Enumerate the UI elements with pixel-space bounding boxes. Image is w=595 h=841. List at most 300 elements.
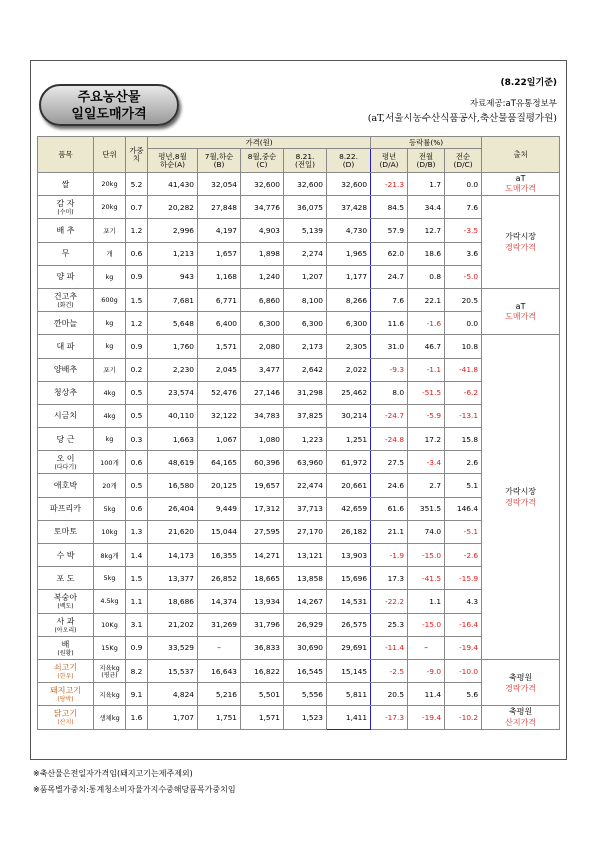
value-cell-d: 15,145 xyxy=(327,659,371,682)
value-cell-dc: -41.8 xyxy=(445,358,482,381)
value-cell-a: 2,996 xyxy=(148,219,198,242)
value-cell-c: 27,146 xyxy=(241,381,284,404)
value-cell-da: -22.2 xyxy=(371,590,408,613)
value-cell-db: 18.6 xyxy=(408,242,445,265)
value-cell-c: 18,665 xyxy=(241,567,284,590)
value-cell-d: 1,251 xyxy=(327,428,371,451)
value-cell-b: 1,168 xyxy=(198,265,241,288)
weight-cell: 1.2 xyxy=(126,219,148,242)
value-cell-d: 5,811 xyxy=(327,683,371,706)
value-cell-c: 31,796 xyxy=(241,613,284,636)
table-row xyxy=(38,544,560,567)
value-cell-a: 33,529 xyxy=(148,636,198,659)
value-cell-c: 6,860 xyxy=(241,288,284,311)
value-cell-da: 17.3 xyxy=(371,567,408,590)
weight-cell: 1.3 xyxy=(126,520,148,543)
value-cell-p: 2,274 xyxy=(284,242,327,265)
item-cell: 쇠고기 (한우) xyxy=(38,659,94,682)
value-cell-p: 31,298 xyxy=(284,381,327,404)
value-cell-c: 34,776 xyxy=(241,196,284,219)
value-cell-db: 351.5 xyxy=(408,497,445,520)
value-cell-d: 1,177 xyxy=(327,265,371,288)
table-row xyxy=(38,706,560,729)
value-cell-db: 34.4 xyxy=(408,196,445,219)
data-source-line1: 자료제공:aT유통정보부 xyxy=(469,99,557,109)
col-da: 평년 (D/A) xyxy=(371,149,408,173)
item-cell: 무 xyxy=(38,242,94,265)
value-cell-d: 1,965 xyxy=(327,242,371,265)
value-cell-b: 16,355 xyxy=(198,544,241,567)
value-cell-b: 1,657 xyxy=(198,242,241,265)
value-cell-p: 5,139 xyxy=(284,219,327,242)
value-cell-p: 37,825 xyxy=(284,404,327,427)
item-cell: 감 자 (수미) xyxy=(38,196,94,219)
value-cell-dc: 5.6 xyxy=(445,683,482,706)
value-cell-db: -3.4 xyxy=(408,451,445,474)
value-cell-a: 26,404 xyxy=(148,497,198,520)
value-cell-c: 1,240 xyxy=(241,265,284,288)
value-cell-d: 2,022 xyxy=(327,358,371,381)
value-cell-a: 7,681 xyxy=(148,288,198,311)
item-cell: 배 (원황) xyxy=(38,636,94,659)
item-cell: 닭고기 (산지) xyxy=(38,706,94,729)
value-cell-b: 15,044 xyxy=(198,520,241,543)
item-cell: 포 도 xyxy=(38,567,94,590)
value-cell-a: 2,230 xyxy=(148,358,198,381)
value-cell-db: 22.1 xyxy=(408,288,445,311)
value-cell-dc: 10.8 xyxy=(445,335,482,358)
value-cell-a: 1,663 xyxy=(148,428,198,451)
source-cell: 축평원 산지가격 xyxy=(482,706,560,729)
value-cell-da: 25.3 xyxy=(371,613,408,636)
value-cell-d: 14,531 xyxy=(327,590,371,613)
value-cell-dc: -19.4 xyxy=(445,636,482,659)
col-price-group: 가격(원) xyxy=(148,137,371,149)
col-a: 평년,8월 하순(A) xyxy=(148,149,198,173)
value-cell-da: -17.3 xyxy=(371,706,408,729)
unit-cell: 개 xyxy=(94,242,126,265)
weight-cell: 1.2 xyxy=(126,312,148,335)
item-cell: 복숭아 (백도) xyxy=(38,590,94,613)
title-line2: 일일도매가격 xyxy=(71,107,147,122)
value-cell-b: 32,122 xyxy=(198,404,241,427)
value-cell-d: 26,575 xyxy=(327,613,371,636)
unit-cell: 20kg xyxy=(94,196,126,219)
weight-cell: 0.9 xyxy=(126,265,148,288)
table-row xyxy=(38,219,560,242)
unit-cell: 지육kg (평균) xyxy=(94,659,126,682)
weight-cell: 0.6 xyxy=(126,451,148,474)
value-cell-a: 1,213 xyxy=(148,242,198,265)
table-row xyxy=(38,613,560,636)
value-cell-db: -5.9 xyxy=(408,404,445,427)
source-cell: aT 도매가격 xyxy=(482,288,560,334)
weight-cell: 0.3 xyxy=(126,428,148,451)
weight-cell: 0.6 xyxy=(126,497,148,520)
weight-cell: 1.6 xyxy=(126,706,148,729)
value-cell-d: 15,696 xyxy=(327,567,371,590)
value-cell-da: 84.5 xyxy=(371,196,408,219)
source-cell: 가락시장 경락가격 xyxy=(482,335,560,660)
value-cell-b: 31,269 xyxy=(198,613,241,636)
weight-cell: 1.4 xyxy=(126,544,148,567)
value-cell-a: 943 xyxy=(148,265,198,288)
value-cell-a: 20,282 xyxy=(148,196,198,219)
table-row xyxy=(38,636,560,659)
value-cell-da: 31.0 xyxy=(371,335,408,358)
value-cell-db: -15.0 xyxy=(408,613,445,636)
value-cell-b: 26,852 xyxy=(198,567,241,590)
value-cell-b: 4,197 xyxy=(198,219,241,242)
table-row xyxy=(38,567,560,590)
title-line1: 주요농산물 xyxy=(77,90,141,105)
value-cell-d: 13,903 xyxy=(327,544,371,567)
title-badge xyxy=(39,84,179,126)
value-cell-d: 1,411 xyxy=(327,706,371,729)
value-cell-da: -1.9 xyxy=(371,544,408,567)
price-table xyxy=(37,136,560,730)
value-cell-c: 16,822 xyxy=(241,659,284,682)
col-dc: 전순 (D/C) xyxy=(445,149,482,173)
value-cell-c: 27,595 xyxy=(241,520,284,543)
value-cell-db: -9.0 xyxy=(408,659,445,682)
value-cell-a: 40,110 xyxy=(148,404,198,427)
value-cell-a: 4,824 xyxy=(148,683,198,706)
unit-cell: 20kg xyxy=(94,173,126,196)
value-cell-db: 46.7 xyxy=(408,335,445,358)
value-cell-d: 32,600 xyxy=(327,173,371,196)
value-cell-dc: 4.3 xyxy=(445,590,482,613)
value-cell-c: 17,312 xyxy=(241,497,284,520)
unit-cell: 포기 xyxy=(94,358,126,381)
value-cell-d: 26,182 xyxy=(327,520,371,543)
value-cell-dc: -2.6 xyxy=(445,544,482,567)
table-row xyxy=(38,659,560,682)
item-cell: 청상추 xyxy=(38,381,94,404)
value-cell-dc: -6.2 xyxy=(445,381,482,404)
value-cell-p: 37,713 xyxy=(284,497,327,520)
value-cell-a: 1,707 xyxy=(148,706,198,729)
unit-cell: 생체kg xyxy=(94,706,126,729)
footnote-1: ※축산물은전일자가격임(돼지고기는제주제외) xyxy=(33,769,193,778)
item-cell: 수 박 xyxy=(38,544,94,567)
value-cell-dc: -10.0 xyxy=(445,659,482,682)
col-weight: 가중치 xyxy=(126,137,148,173)
weight-cell: 1.1 xyxy=(126,590,148,613)
value-cell-d: 6,300 xyxy=(327,312,371,335)
value-cell-d: 25,462 xyxy=(327,381,371,404)
value-cell-d: 61,972 xyxy=(327,451,371,474)
col-source: 출처 xyxy=(482,137,560,173)
table-row xyxy=(38,173,560,196)
value-cell-b: 64,165 xyxy=(198,451,241,474)
item-cell: 애호박 xyxy=(38,474,94,497)
value-cell-c: 1,898 xyxy=(241,242,284,265)
value-cell-p: 32,600 xyxy=(284,173,327,196)
value-cell-c: 60,396 xyxy=(241,451,284,474)
value-cell-d: 4,730 xyxy=(327,219,371,242)
value-cell-dc: -13.1 xyxy=(445,404,482,427)
value-cell-da: -2.5 xyxy=(371,659,408,682)
col-item: 품목 xyxy=(38,137,94,173)
value-cell-b: 27,848 xyxy=(198,196,241,219)
table-row xyxy=(38,265,560,288)
value-cell-p: 2,642 xyxy=(284,358,327,381)
unit-cell: kg xyxy=(94,335,126,358)
value-cell-p: 22,474 xyxy=(284,474,327,497)
unit-cell: 10kg xyxy=(94,520,126,543)
value-cell-dc: 5.1 xyxy=(445,474,482,497)
col-b: 7월,하순 (B) xyxy=(198,149,241,173)
unit-cell: 4kg xyxy=(94,381,126,404)
weight-cell: 5.2 xyxy=(126,173,148,196)
unit-cell: 8kg개 xyxy=(94,544,126,567)
item-cell: 배 추 xyxy=(38,219,94,242)
source-cell: 가락시장 경락가격 xyxy=(482,196,560,289)
value-cell-p: 6,300 xyxy=(284,312,327,335)
value-cell-a: 18,686 xyxy=(148,590,198,613)
value-cell-c: 1,571 xyxy=(241,706,284,729)
unit-cell: 5kg xyxy=(94,497,126,520)
unit-cell: 5kg xyxy=(94,567,126,590)
weight-cell: 1.5 xyxy=(126,567,148,590)
item-cell: 양배추 xyxy=(38,358,94,381)
unit-cell: 15Kg xyxy=(94,636,126,659)
value-cell-p: 2,173 xyxy=(284,335,327,358)
table-row xyxy=(38,288,560,311)
unit-cell: 100개 xyxy=(94,451,126,474)
table-row xyxy=(38,312,560,335)
value-cell-dc: -5.1 xyxy=(445,520,482,543)
table-row xyxy=(38,590,560,613)
footnote-2: ※품목별가중치:통계청소비자물가지수중해당품목가중치임 xyxy=(33,785,236,794)
value-cell-db: 17.2 xyxy=(408,428,445,451)
unit-cell: kg xyxy=(94,428,126,451)
weight-cell: 1.5 xyxy=(126,288,148,311)
value-cell-db: 11.4 xyxy=(408,683,445,706)
value-cell-c: 1,080 xyxy=(241,428,284,451)
value-cell-a: 48,619 xyxy=(148,451,198,474)
unit-cell: 4.5kg xyxy=(94,590,126,613)
table-row xyxy=(38,428,560,451)
value-cell-db: 74.0 xyxy=(408,520,445,543)
value-cell-da: 27.5 xyxy=(371,451,408,474)
value-cell-b: 5,216 xyxy=(198,683,241,706)
value-cell-dc: 0.0 xyxy=(445,312,482,335)
item-cell: 대 파 xyxy=(38,335,94,358)
value-cell-b: 16,643 xyxy=(198,659,241,682)
value-cell-a: 14,173 xyxy=(148,544,198,567)
item-cell: 쌀 xyxy=(38,173,94,196)
value-cell-db: -15.0 xyxy=(408,544,445,567)
item-cell: 당 근 xyxy=(38,428,94,451)
value-cell-b: 20,125 xyxy=(198,474,241,497)
value-cell-c: 32,600 xyxy=(241,173,284,196)
value-cell-a: 41,430 xyxy=(148,173,198,196)
col-d: 8.22. (D) xyxy=(327,149,371,173)
value-cell-dc: 15.8 xyxy=(445,428,482,451)
unit-cell: 포기 xyxy=(94,219,126,242)
weight-cell: 0.9 xyxy=(126,335,148,358)
weight-cell: 8.2 xyxy=(126,659,148,682)
value-cell-d: 20,661 xyxy=(327,474,371,497)
weight-cell: 0.5 xyxy=(126,381,148,404)
value-cell-dc: -5.0 xyxy=(445,265,482,288)
value-cell-c: 2,080 xyxy=(241,335,284,358)
weight-cell: 0.5 xyxy=(126,474,148,497)
table-row xyxy=(38,196,560,219)
value-cell-dc: 146.4 xyxy=(445,497,482,520)
item-cell: 시금치 xyxy=(38,404,94,427)
unit-cell: 20개 xyxy=(94,474,126,497)
value-cell-da: 11.6 xyxy=(371,312,408,335)
table-row xyxy=(38,404,560,427)
value-cell-c: 34,783 xyxy=(241,404,284,427)
value-cell-c: 14,271 xyxy=(241,544,284,567)
value-cell-c: 3,477 xyxy=(241,358,284,381)
weight-cell: 3.1 xyxy=(126,613,148,636)
value-cell-a: 15,537 xyxy=(148,659,198,682)
unit-cell: 10Kg xyxy=(94,613,126,636)
table-row xyxy=(38,358,560,381)
value-cell-dc: 7.6 xyxy=(445,196,482,219)
value-cell-b: 9,449 xyxy=(198,497,241,520)
value-cell-db: -19.4 xyxy=(408,706,445,729)
data-source-line2: (aT,서울시농수산식품공사,축산물품질평가원) xyxy=(367,113,557,124)
col-unit: 단위 xyxy=(94,137,126,173)
source-cell: 축평원 경락가격 xyxy=(482,659,560,705)
value-cell-da: 61.6 xyxy=(371,497,408,520)
value-cell-p: 1,207 xyxy=(284,265,327,288)
value-cell-p: 13,858 xyxy=(284,567,327,590)
value-cell-b: 32,054 xyxy=(198,173,241,196)
value-cell-dc: -3.5 xyxy=(445,219,482,242)
value-cell-c: 36,833 xyxy=(241,636,284,659)
table-row xyxy=(38,451,560,474)
value-cell-d: 2,305 xyxy=(327,335,371,358)
value-cell-b: 1,571 xyxy=(198,335,241,358)
value-cell-db: 0.8 xyxy=(408,265,445,288)
value-cell-da: 8.0 xyxy=(371,381,408,404)
col-rate-group: 등락률(%) xyxy=(371,137,482,149)
value-cell-a: 21,202 xyxy=(148,613,198,636)
unit-cell: 600g xyxy=(94,288,126,311)
value-cell-da: 24.7 xyxy=(371,265,408,288)
value-cell-dc: 3.6 xyxy=(445,242,482,265)
value-cell-d: 30,214 xyxy=(327,404,371,427)
value-cell-da: 21.1 xyxy=(371,520,408,543)
value-cell-da: -24.8 xyxy=(371,428,408,451)
value-cell-c: 5,501 xyxy=(241,683,284,706)
table-row xyxy=(38,497,560,520)
unit-cell: kg xyxy=(94,265,126,288)
weight-cell: 9.1 xyxy=(126,683,148,706)
value-cell-db: -1.1 xyxy=(408,358,445,381)
value-cell-db: 1.7 xyxy=(408,173,445,196)
value-cell-db: 2.7 xyxy=(408,474,445,497)
value-cell-da: 62.0 xyxy=(371,242,408,265)
value-cell-b: 14,374 xyxy=(198,590,241,613)
value-cell-db: – xyxy=(408,636,445,659)
item-cell: 깐마늘 xyxy=(38,312,94,335)
item-cell: 양 파 xyxy=(38,265,94,288)
weight-cell: 0.7 xyxy=(126,196,148,219)
value-cell-dc: 20.5 xyxy=(445,288,482,311)
item-cell: 오 이 (다다기) xyxy=(38,451,94,474)
value-cell-p: 30,690 xyxy=(284,636,327,659)
table-row xyxy=(38,242,560,265)
weight-cell: 0.9 xyxy=(126,636,148,659)
weight-cell: 0.5 xyxy=(126,404,148,427)
value-cell-p: 1,223 xyxy=(284,428,327,451)
value-cell-b: 1,067 xyxy=(198,428,241,451)
value-cell-p: 8,100 xyxy=(284,288,327,311)
value-cell-p: 5,556 xyxy=(284,683,327,706)
value-cell-a: 5,648 xyxy=(148,312,198,335)
value-cell-dc: -16.4 xyxy=(445,613,482,636)
value-cell-dc: -10.2 xyxy=(445,706,482,729)
value-cell-da: 57.9 xyxy=(371,219,408,242)
source-cell: aT 도매가격 xyxy=(482,173,560,196)
weight-cell: 0.2 xyxy=(126,358,148,381)
value-cell-a: 21,620 xyxy=(148,520,198,543)
item-cell: 건고추 (화건) xyxy=(38,288,94,311)
value-cell-b: 6,400 xyxy=(198,312,241,335)
value-cell-da: 24.6 xyxy=(371,474,408,497)
value-cell-c: 19,657 xyxy=(241,474,284,497)
value-cell-a: 13,377 xyxy=(148,567,198,590)
value-cell-dc: 2.6 xyxy=(445,451,482,474)
weight-cell: 0.6 xyxy=(126,242,148,265)
value-cell-a: 1,760 xyxy=(148,335,198,358)
table-row xyxy=(38,335,560,358)
col-db: 전월 (D/B) xyxy=(408,149,445,173)
value-cell-p: 13,121 xyxy=(284,544,327,567)
table-row xyxy=(38,474,560,497)
table-row xyxy=(38,520,560,543)
value-cell-d: 42,659 xyxy=(327,497,371,520)
unit-cell: 4kg xyxy=(94,404,126,427)
item-cell: 토마토 xyxy=(38,520,94,543)
value-cell-c: 6,300 xyxy=(241,312,284,335)
value-cell-d: 29,691 xyxy=(327,636,371,659)
value-cell-db: 12.7 xyxy=(408,219,445,242)
value-cell-d: 8,266 xyxy=(327,288,371,311)
table-row xyxy=(38,683,560,706)
value-cell-da: -21.3 xyxy=(371,173,408,196)
value-cell-b: – xyxy=(198,636,241,659)
value-cell-da: -9.3 xyxy=(371,358,408,381)
value-cell-da: -11.4 xyxy=(371,636,408,659)
value-cell-p: 1,523 xyxy=(284,706,327,729)
value-cell-b: 6,771 xyxy=(198,288,241,311)
value-cell-b: 2,045 xyxy=(198,358,241,381)
value-cell-a: 23,574 xyxy=(148,381,198,404)
value-cell-b: 52,476 xyxy=(198,381,241,404)
value-cell-db: -51.5 xyxy=(408,381,445,404)
base-date: (8.22일기준) xyxy=(500,78,557,88)
item-cell: 사 과 (아오리) xyxy=(38,613,94,636)
value-cell-db: -1.6 xyxy=(408,312,445,335)
value-cell-db: -41.5 xyxy=(408,567,445,590)
value-cell-p: 36,075 xyxy=(284,196,327,219)
value-cell-b: 1,751 xyxy=(198,706,241,729)
value-cell-p: 14,267 xyxy=(284,590,327,613)
value-cell-p: 16,545 xyxy=(284,659,327,682)
value-cell-a: 16,580 xyxy=(148,474,198,497)
value-cell-p: 63,960 xyxy=(284,451,327,474)
col-c: 8월,중순 (C) xyxy=(241,149,284,173)
